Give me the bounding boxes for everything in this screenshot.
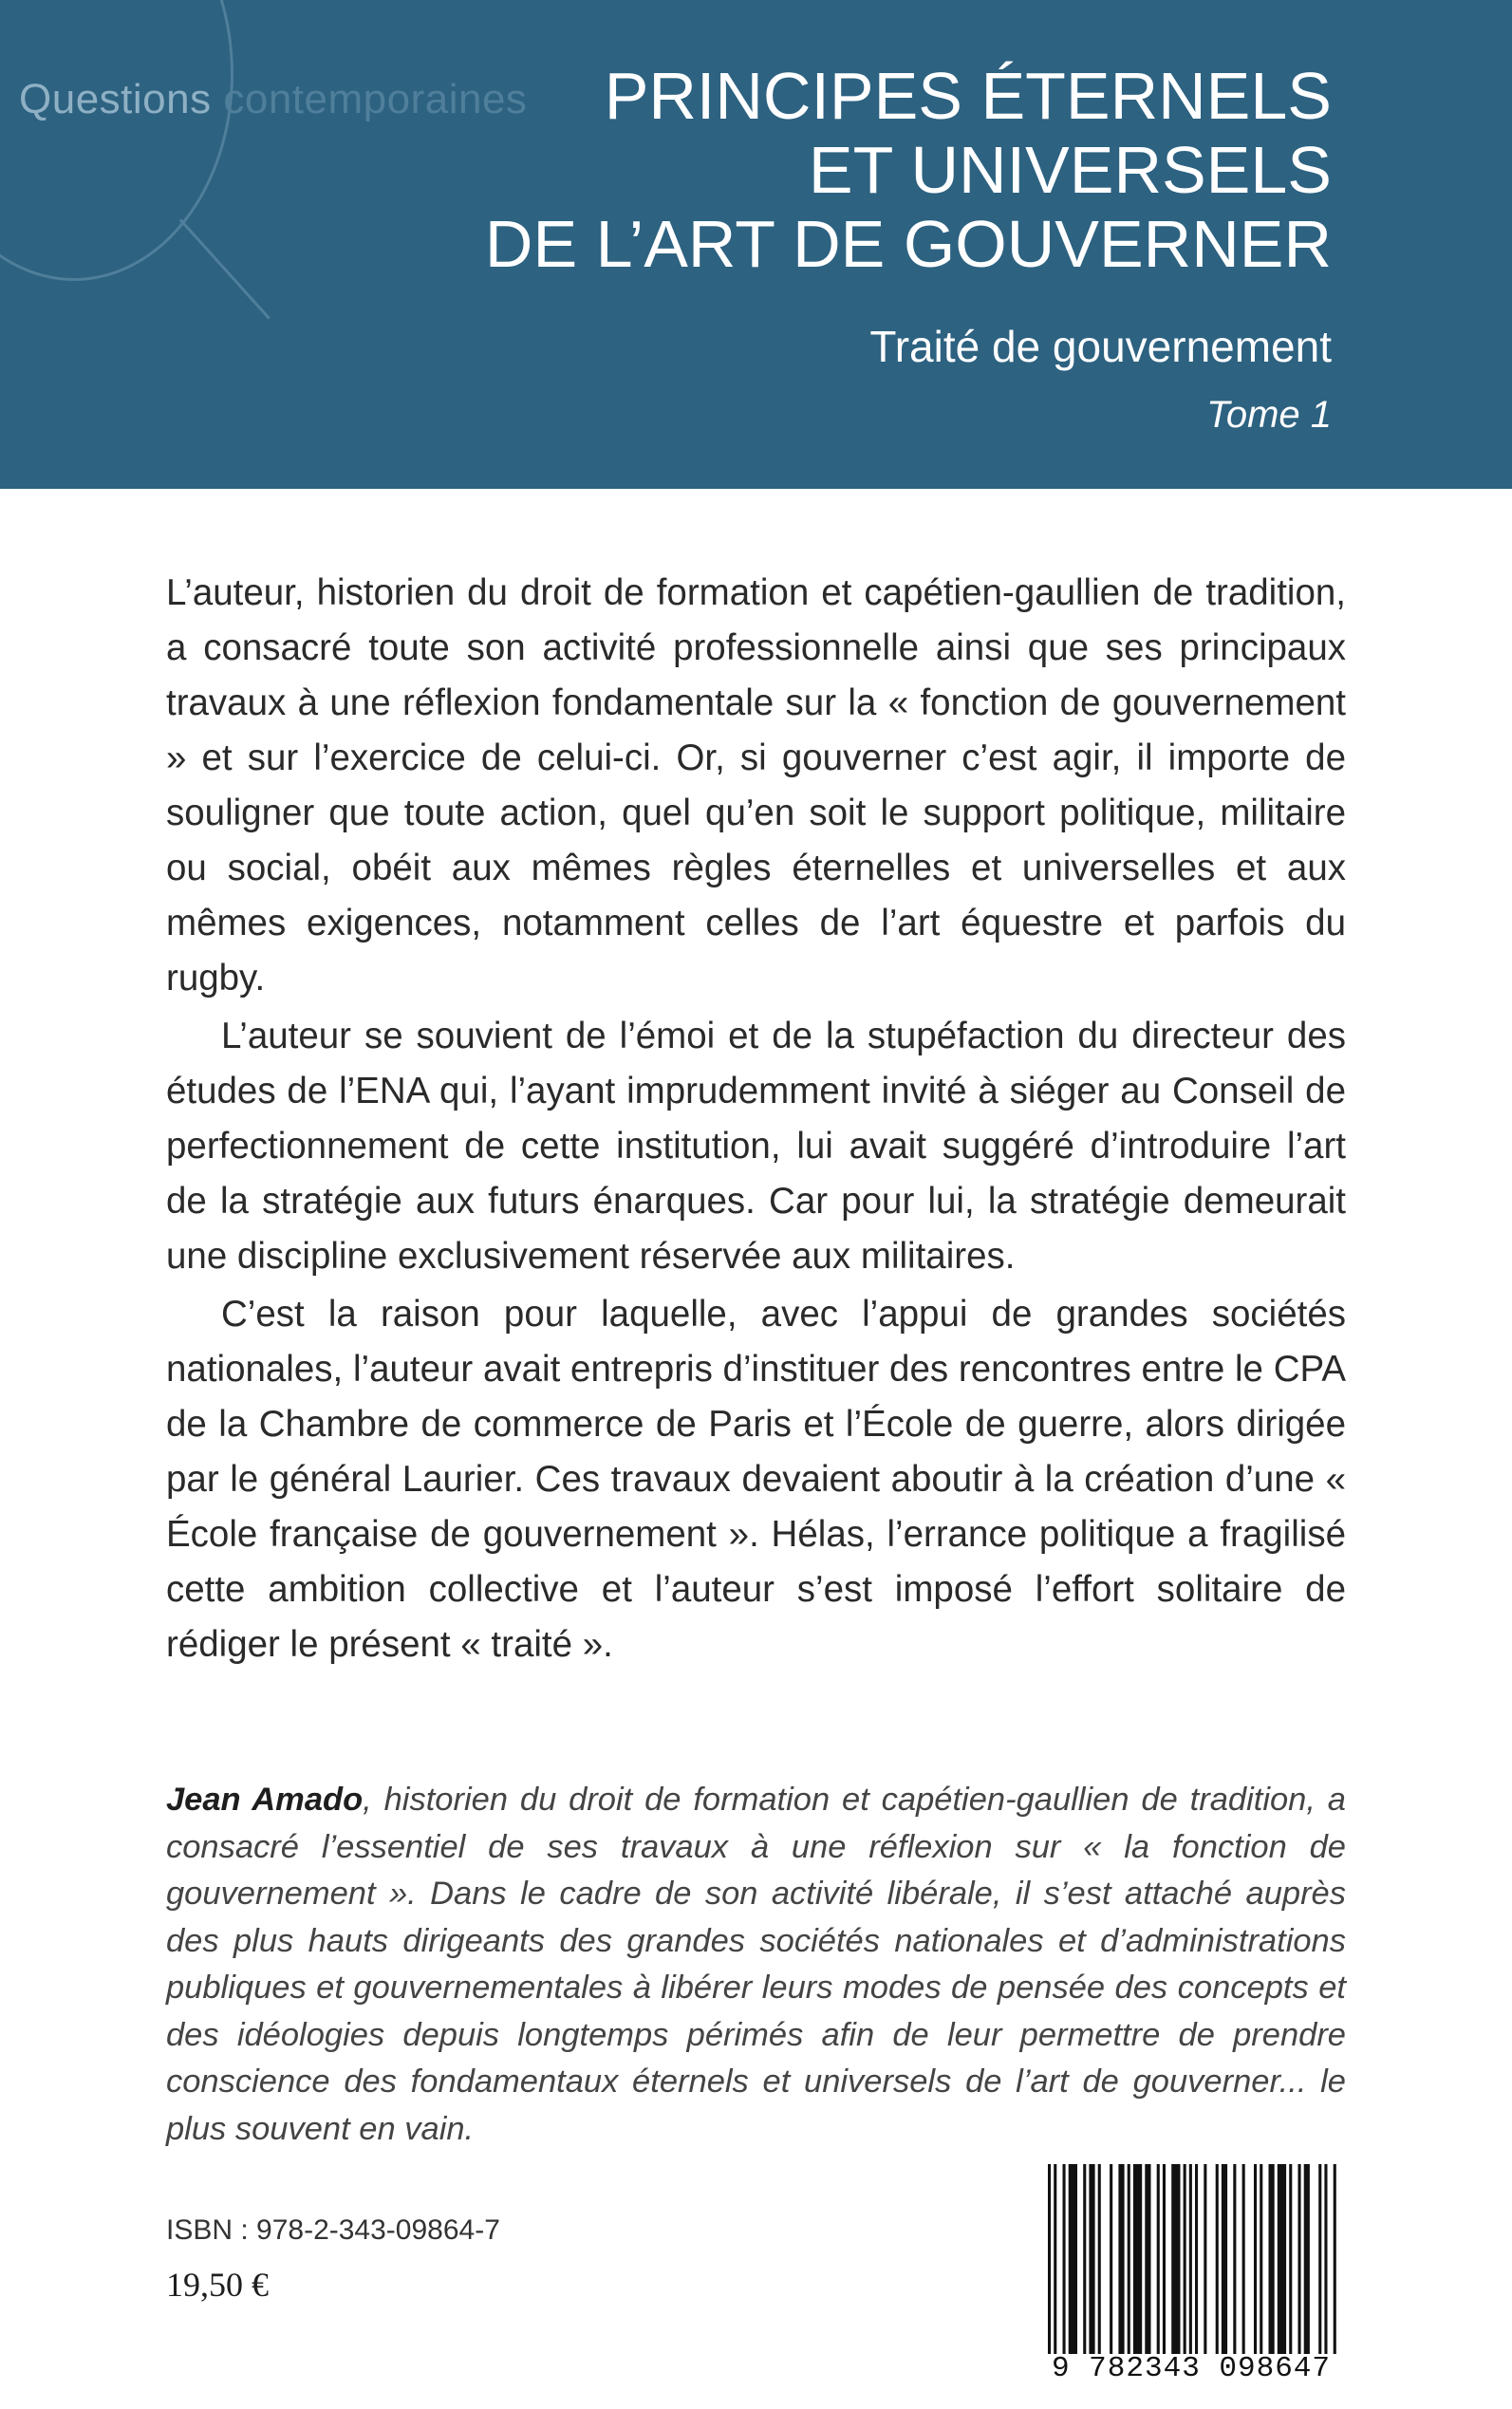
barcode-bar <box>1118 2164 1124 2354</box>
barcode-bar <box>1269 2164 1275 2354</box>
summary-paragraph: L’auteur se souvient de l’émoi et de la stupéfaction du directeur des études de l’ENA qui, l’ayant imprudemment invité à siéger au Conseil de perfectionnement de cette institution, lui avait suggéré d’introduire l’art de la stratégie aux futurs énarques. Car pour lui, la stratégie demeurait une discipline exclusivement réservée aux militaires. <box>166 1016 1346 1277</box>
barcode-bar <box>1304 2164 1310 2354</box>
barcode-bar <box>1048 2164 1051 2354</box>
barcode-bar <box>1216 2164 1219 2354</box>
barcode-bar <box>1195 2164 1198 2354</box>
author-name: Jean Amado <box>166 1782 364 1818</box>
book-subtitle: Traité de gouvernement <box>869 322 1332 371</box>
barcode-bar <box>1289 2164 1292 2354</box>
barcode-bar <box>1222 2164 1227 2354</box>
barcode-bar <box>1189 2164 1192 2354</box>
back-cover-summary <box>166 566 1346 1675</box>
isbn: ISBN : 978-2-343-09864-7 <box>166 2214 500 2246</box>
barcode-bar <box>1204 2164 1206 2354</box>
barcode-bar <box>1063 2164 1066 2354</box>
barcode-bar <box>1110 2164 1112 2354</box>
price: 19,50 € <box>166 2266 269 2304</box>
barcode-bar <box>1324 2164 1327 2354</box>
barcode-bar <box>1184 2164 1186 2354</box>
barcode-bar <box>1145 2164 1150 2354</box>
barcode-bar <box>1171 2164 1180 2354</box>
barcode-bar <box>1298 2164 1301 2354</box>
barcode-bar <box>1089 2164 1094 2354</box>
barcode <box>1044 2164 1338 2354</box>
barcode-bar <box>1163 2164 1166 2354</box>
barcode-bar <box>1233 2164 1236 2354</box>
barcode-bar <box>1133 2164 1142 2354</box>
barcode-bar <box>1054 2164 1056 2354</box>
author-bio <box>166 1777 1346 2153</box>
barcode-bar <box>1128 2164 1130 2354</box>
cover-header <box>0 0 1512 489</box>
collection-word-2: contemporaines <box>223 76 528 122</box>
barcode-digits: 9 782343 098647 <box>1051 2352 1332 2385</box>
book-title-line-1: PRINCIPES ÉTERNELS <box>604 59 1332 133</box>
barcode-bar <box>1157 2164 1160 2354</box>
barcode-bar <box>1098 2164 1101 2354</box>
barcode-bar <box>1083 2164 1086 2354</box>
book-title <box>288 59 1332 281</box>
summary-paragraph: C’est la raison pour laquelle, avec l’appui de grandes sociétés nationales, l’auteur avait entrepris d’instituer des rencontres entre le CPA de la Chambre de commerce de Paris et l’École de guerre, alors dirigée par le général Laurier. Ces travaux devaient aboutir à la création d’une « École française de gouvernement ». Hélas, l’errance politique a fragilisé cette ambition collective et l’auteur s’est imposé l’effort solitaire de rédiger le présent « traité ». <box>166 1294 1346 1665</box>
collection-word-1: Questions <box>19 76 212 122</box>
collection-q-logo-tail <box>179 218 271 319</box>
barcode-bar <box>1069 2164 1077 2354</box>
book-title-line-2: ET UNIVERSELS <box>808 133 1332 207</box>
volume-number: Tome 1 <box>1206 394 1332 436</box>
barcode-bar <box>1260 2164 1262 2354</box>
barcode-bar <box>1334 2164 1336 2354</box>
barcode-bar <box>1318 2164 1321 2354</box>
summary-paragraph: L’auteur, historien du droit de formation et capétien-gaullien de tradition, a consacré toute son activité professionnelle ainsi que ses principaux travaux à une réflexion fondamentale sur la « fonction de gouvernement » et sur l’exercice de celui-ci. Or, si gouverner c’est agir, il importe de souligner que toute action, quel qu’en soit le support politique, militaire ou social, obéit aux mêmes règles éternelles et universelles et aux mêmes exigences, notamment celles de l’art équestre et parfois du rugby. <box>166 572 1346 999</box>
barcode-bar <box>1254 2164 1257 2354</box>
book-title-line-3: DE L’ART DE GOUVERNER <box>484 207 1332 281</box>
author-bio-text: , historien du droit de formation et capétien-gaullien de tradition, a consacré l’essentiel de ses travaux à une réflexion sur « la fonction de gouvernement ». Dans le cadre de son activité libérale, il s’est attaché auprès des plus hauts dirigeants des grandes sociétés nationales et d’administrations publiques et gouvernementales à libérer leurs modes de pensée des concepts et des idéologies depuis longtemps périmés afin de leur permettre de prendre conscience des fondamentaux éternels et universels de l’art de gouverner... le plus souvent en vain. <box>166 1782 1346 2147</box>
barcode-bar <box>1278 2164 1286 2354</box>
barcode-bar <box>1242 2164 1245 2354</box>
